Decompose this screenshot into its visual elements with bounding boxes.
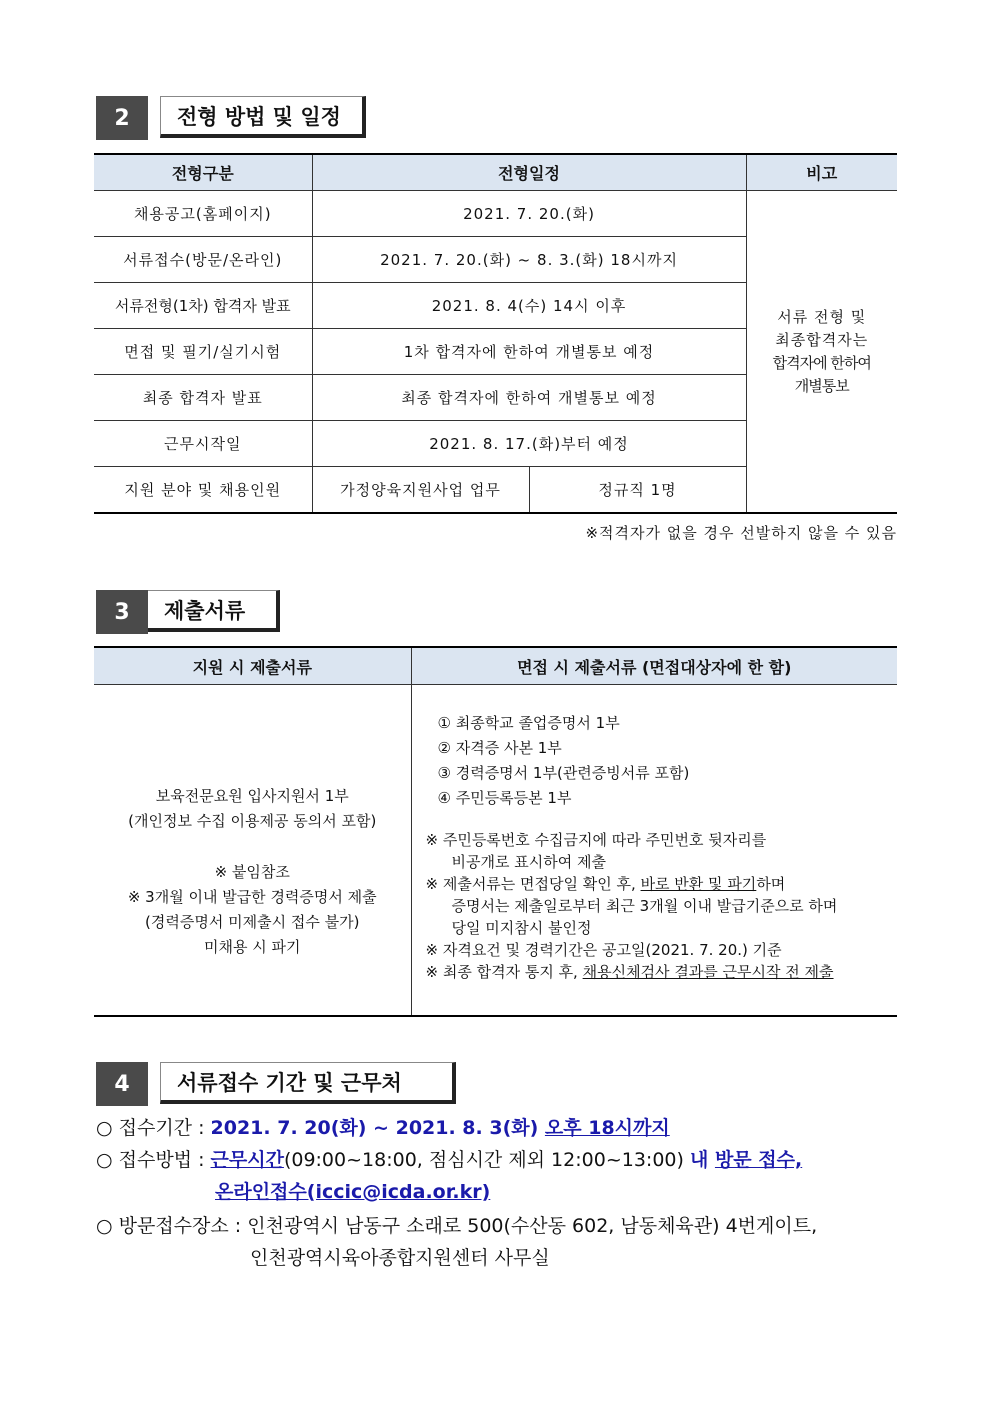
method-hours: 근무시간 bbox=[210, 1149, 284, 1171]
section-number: 2 bbox=[96, 96, 148, 140]
place-line-2 bbox=[250, 1242, 550, 1274]
note-text: ※ 최종 합격자 통지 후, bbox=[425, 963, 583, 981]
note-line bbox=[426, 961, 898, 983]
method-visit: 내 bbox=[689, 1149, 715, 1171]
row-label: 채용공고(홈페이지) bbox=[94, 191, 312, 237]
note-line: 당일 미지참시 불인정 bbox=[451, 919, 592, 937]
documents-table bbox=[94, 646, 897, 1017]
note-line: ※ 주민등록번호 수집금지에 따라 주민번호 뒷자리를 bbox=[425, 831, 767, 849]
count-cell: 정규직 1명 bbox=[529, 467, 746, 514]
period-value: 2021. 7. 20(화) ~ 2021. 8. 3(화) bbox=[210, 1117, 545, 1139]
row-schedule: 1차 합격자에 한하여 개별통보 예정 bbox=[312, 329, 746, 375]
method-online-line bbox=[215, 1176, 490, 1208]
schedule-table bbox=[94, 153, 897, 514]
section-number: 4 bbox=[96, 1062, 148, 1106]
header-apply-docs: 지원 시 제출서류 bbox=[94, 647, 411, 685]
header-note: 비고 bbox=[746, 154, 897, 191]
note-line: 비공개로 표시하여 제출 bbox=[451, 853, 606, 871]
place-address: 인천광역시 남동구 소래로 500(수산동 602, 남동체육관) 4번게이트, bbox=[247, 1215, 818, 1237]
row-label: 면접 및 필기/실기시험 bbox=[94, 329, 312, 375]
section-title: 전형 방법 및 일정 bbox=[160, 96, 366, 138]
note-line: 최종합격자는 bbox=[775, 330, 869, 349]
place-office: 인천광역시육아종합지원센터 사무실 bbox=[250, 1247, 550, 1269]
method-label: ○ 접수방법 : bbox=[96, 1149, 211, 1171]
row-label: 서류전형(1차) 합격자 발표 bbox=[94, 283, 312, 329]
online-email-link[interactable]: 온라인접수(iccic@icda.or.kr) bbox=[215, 1181, 491, 1203]
period-time: 오후 18시까지 bbox=[544, 1117, 670, 1139]
footnote: ※적격자가 없을 경우 선발하지 않을 수 있음 bbox=[585, 524, 897, 542]
row-label: 최종 합격자 발표 bbox=[94, 375, 312, 421]
list-item: ② 자격증 사본 1부 bbox=[437, 739, 562, 757]
section-4-header bbox=[96, 1062, 456, 1106]
row-label: 지원 분야 및 채용인원 bbox=[94, 467, 312, 514]
row-schedule: 2021. 7. 20.(화) ~ 8. 3.(화) 18시까지 bbox=[312, 237, 746, 283]
header-category: 전형구분 bbox=[94, 154, 312, 191]
period-line bbox=[96, 1112, 670, 1144]
header-schedule: 전형일정 bbox=[312, 154, 746, 191]
row-schedule: 최종 합격자에 한하여 개별통보 예정 bbox=[312, 375, 746, 421]
row-label: 서류접수(방문/온라인) bbox=[94, 237, 312, 283]
note-line: 합격자에 한하여 bbox=[772, 353, 871, 372]
section-2-header bbox=[96, 96, 366, 140]
row-schedule: 2021. 8. 17.(화)부터 예정 bbox=[312, 421, 746, 467]
note-line: 증명서는 제출일로부터 최근 3개월 이내 발급기준으로 하며 bbox=[451, 897, 838, 915]
apply-note-line: ※ 3개월 이내 발급한 경력증명서 제출 bbox=[127, 888, 377, 906]
note-line: ※ 자격요건 및 경력기간은 공고일(2021. 7. 20.) 기준 bbox=[425, 941, 782, 959]
row-label: 근무시작일 bbox=[94, 421, 312, 467]
apply-note-line: (경력증명서 미제출시 접수 불가) bbox=[145, 913, 360, 931]
apply-doc-line: 보육전문요원 입사지원서 1부 bbox=[155, 787, 349, 805]
method-hours-detail: (09:00~18:00, 점심시간 제외 12:00~13:00) bbox=[283, 1149, 690, 1171]
list-item: ③ 경력증명서 1부(관련증빙서류 포함) bbox=[437, 764, 690, 782]
method-visit-link: 방문 접수, bbox=[714, 1149, 803, 1171]
place-label: ○ 방문접수장소 : bbox=[96, 1215, 248, 1237]
row-schedule: 2021. 8. 4(수) 14시 이후 bbox=[312, 283, 746, 329]
header-interview-docs: 면접 시 제출서류 (면접대상자에 한 함) bbox=[411, 647, 897, 685]
section-title: 제출서류 bbox=[148, 590, 280, 632]
apply-docs-cell bbox=[94, 685, 411, 1017]
note-text: ※ 제출서류는 면접당일 확인 후, bbox=[425, 875, 641, 893]
section-title: 서류접수 기간 및 근무처 bbox=[160, 1062, 456, 1104]
note-line bbox=[426, 873, 898, 895]
method-line bbox=[96, 1144, 896, 1176]
note-cell bbox=[746, 191, 897, 514]
interview-docs-cell bbox=[411, 685, 897, 1017]
section-3-header bbox=[96, 590, 280, 634]
place-line bbox=[96, 1210, 817, 1242]
note-1 bbox=[426, 829, 898, 983]
list-item: ① 최종학교 졸업증명서 1부 bbox=[437, 714, 620, 732]
note-line: 서류 전형 및 bbox=[777, 307, 867, 326]
period-label: ○ 접수기간 : bbox=[96, 1117, 211, 1139]
row-schedule: 2021. 7. 20.(화) bbox=[312, 191, 746, 237]
apply-doc-line: (개인정보 수집 이용제공 동의서 포함) bbox=[128, 812, 377, 830]
field-cell: 가정양육지원사업 업무 bbox=[312, 467, 529, 514]
section-number: 3 bbox=[96, 590, 148, 634]
note-underlined: 채용신체검사 결과를 근무시작 전 제출 bbox=[582, 963, 834, 981]
note-text: 하며 bbox=[756, 875, 786, 893]
list-item: ④ 주민등록등본 1부 bbox=[437, 789, 572, 807]
apply-note-line: ※ 붙임참조 bbox=[214, 863, 290, 881]
note-underlined: 바로 반환 및 파기 bbox=[640, 875, 757, 893]
apply-note-line: 미채용 시 파기 bbox=[204, 938, 301, 956]
note-line: 개별통보 bbox=[794, 376, 849, 395]
